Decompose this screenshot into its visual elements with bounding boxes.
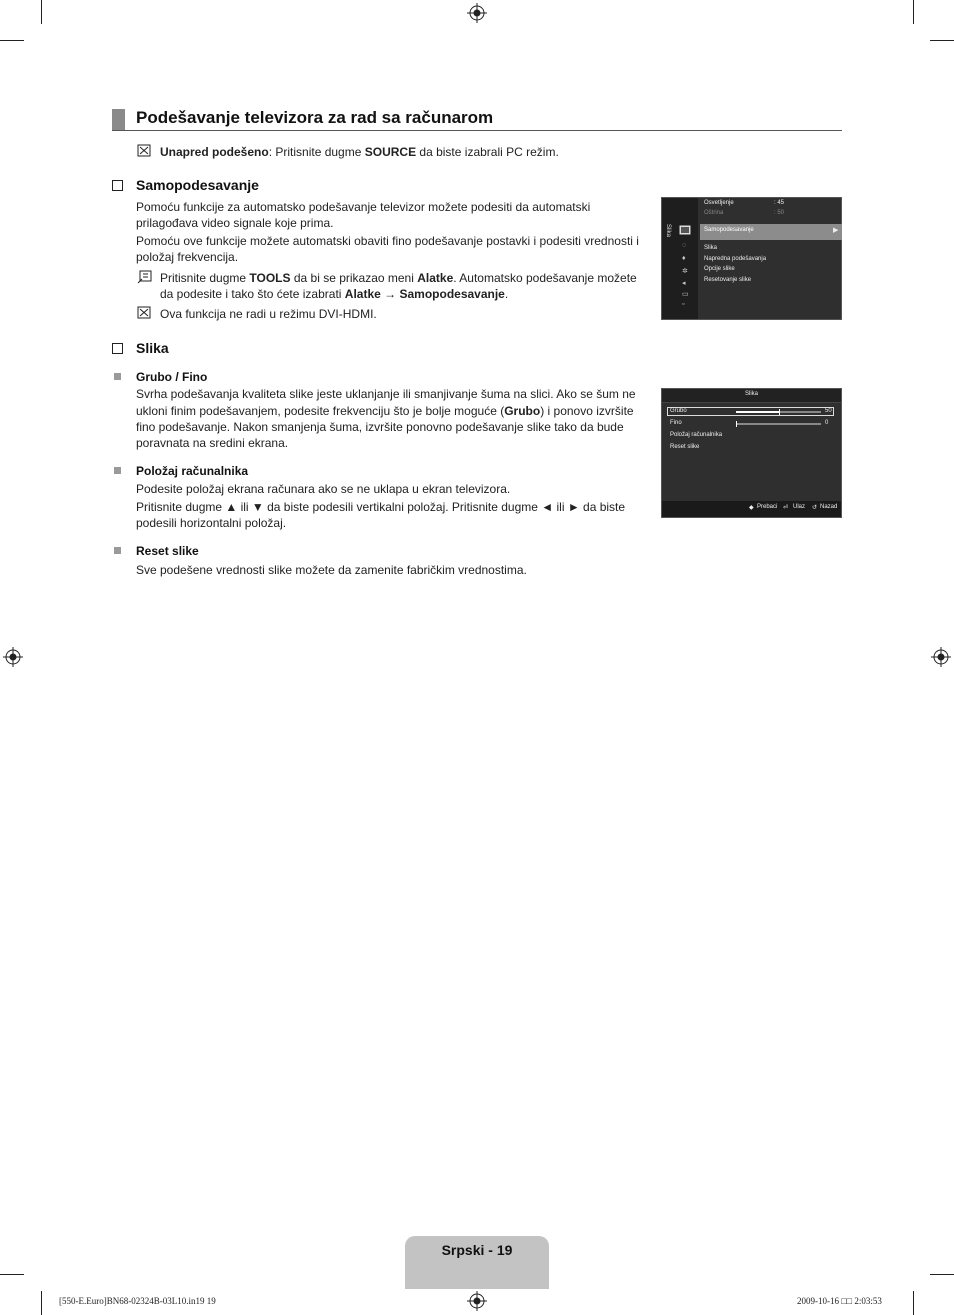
intro-note-text: : Pritisnite dugme	[268, 145, 365, 159]
tools-note-line2	[160, 286, 508, 303]
tools-note-text: da bi se prikazao meni	[290, 271, 418, 285]
input-icon: ◂	[682, 280, 686, 287]
paragraph: Pomoću ove funkcije možete automatski obaviti fino podešavanje postavki i podesiti vrednosti i	[136, 234, 639, 248]
tv-menu2-item: Položaj računalnika	[670, 432, 723, 438]
tools-note-bold: Alatke	[417, 271, 454, 285]
crop-mark	[0, 40, 24, 41]
crop-mark	[913, 0, 914, 24]
application-icon: ▭	[682, 291, 689, 298]
title-marker	[112, 109, 125, 131]
tv-menu2-foot-enter: Ulaz	[793, 504, 806, 510]
subheading-reset: Reset slike	[136, 544, 199, 558]
arrow-right-icon: ▶	[833, 227, 839, 234]
registration-mark-icon	[931, 647, 951, 667]
square-bullet-icon	[114, 373, 121, 380]
crop-mark	[41, 1291, 42, 1315]
support-icon: ▫	[682, 301, 685, 308]
note-icon	[136, 144, 152, 158]
setup-icon: ✲	[682, 268, 688, 275]
fino-slider-knob	[736, 421, 737, 427]
sound-icon: ◌	[682, 242, 687, 249]
intro-note-bold: SOURCE	[364, 145, 417, 159]
paragraph: Svrha podešavanja kvaliteta slike jeste uklanjanje ili smanjivanje šuma na slici. Ako se šum ne	[136, 387, 636, 401]
title-rule	[112, 130, 842, 131]
crop-mark	[41, 0, 42, 24]
paragraph: položaj frekvencija.	[136, 250, 239, 264]
crop-mark	[930, 40, 954, 41]
channel-icon: ♦	[682, 255, 686, 262]
fino-slider-track	[736, 423, 821, 425]
paragraph	[136, 403, 634, 420]
grubo-slider-knob	[779, 409, 780, 415]
footer-file-info: [550-E.Euro]BN68-02324B-03L10.in19 19	[59, 1296, 216, 1306]
footer-timestamp: 2009-10-16 □□ 2:03:53	[797, 1296, 882, 1306]
intro-note-text: da biste izabrali PC režim.	[416, 145, 559, 159]
tv-menu-row-label: Osvetljenje	[704, 200, 734, 206]
enter-icon: ⏎	[783, 505, 789, 511]
grubo-slider-fill	[736, 411, 779, 413]
tools-note-text: Pritisnite dugme	[160, 271, 250, 285]
tv-menu2-fino-value: 0	[825, 420, 829, 426]
tools-note-text: da podesite i tako što ćete izabrati	[160, 287, 345, 301]
tv-menu-side-label: Slika	[665, 224, 671, 238]
crop-mark	[930, 1274, 954, 1275]
paragraph-bold: Grubo	[504, 404, 541, 418]
paragraph: poravnata na sredini ekrana.	[136, 436, 289, 450]
tv-menu2-foot-back: Nazad	[820, 504, 838, 510]
tv-menu-row-label: Oštrina	[704, 210, 724, 216]
tools-note-text: .	[504, 287, 509, 301]
checkbox-bullet-icon	[112, 180, 123, 191]
registration-mark-icon	[467, 1291, 487, 1311]
section-heading-slika: Slika	[136, 340, 169, 356]
tools-note-text: →	[380, 287, 400, 301]
tv-menu2-grubo-value: 50	[825, 408, 832, 414]
page-number: Srpski - 19	[441, 1242, 513, 1258]
move-icon: ◆	[749, 505, 754, 511]
tv-menu-screenshot-2	[661, 388, 842, 518]
paragraph: Pritisnite dugme ▲ ili ▼ da biste podesili vertikalni položaj. Pritisnite dugme ◄ ili ► da biste	[136, 500, 626, 514]
paragraph: Podesite položaj ekrana računara ako se ne uklapa u ekran televizora.	[136, 482, 511, 496]
note-icon	[136, 306, 152, 320]
page-title: Podešavanje televizora za rad sa računarom	[136, 108, 494, 127]
tools-icon	[136, 270, 152, 284]
tv-menu-sidebar	[662, 198, 698, 319]
registration-mark-icon	[467, 3, 487, 23]
section-heading-samopodesavanje: Samopodesavanje	[136, 177, 259, 193]
tv-menu-row-value: : 50	[774, 210, 785, 216]
return-icon: ↺	[812, 505, 818, 511]
intro-note	[160, 144, 559, 161]
crop-mark	[0, 1274, 24, 1275]
tv-menu-item: Opcije slike	[704, 266, 735, 272]
paragraph-text: ukloni finim podešavanjem, podesite frekvenciju što je bolje moguće (	[136, 404, 505, 418]
paragraph-text: ) i ponovo izvršite	[540, 404, 634, 418]
tv-menu-item: Napredna podešavanja	[704, 256, 767, 262]
tv-menu2-fino-label: Fino	[670, 420, 682, 426]
tv-menu-highlight-label: Samopodesavanje	[704, 227, 754, 233]
tv-menu-row-value: : 45	[774, 200, 785, 206]
paragraph: Sve podešene vrednosti slike možete da zamenite fabričkim vrednostima.	[136, 563, 527, 577]
paragraph: podesili horizontalni položaj.	[136, 516, 287, 530]
tv-menu-screenshot-1	[661, 197, 842, 320]
intro-note-bold: Unapred podešeno	[160, 145, 269, 159]
registration-mark-icon	[3, 647, 23, 667]
tv-menu2-foot-move: Prebaci	[757, 504, 778, 510]
picture-icon	[679, 225, 691, 237]
tv-menu2-title: Slika	[744, 391, 758, 397]
subheading-grubo-fino: Grubo / Fino	[136, 370, 208, 384]
subheading-polozaj: Položaj računalnika	[136, 464, 249, 478]
paragraph: Pomoću funkcije za automatsko podešavanje televizor možete podesiti da automatski	[136, 200, 591, 214]
checkbox-bullet-icon	[112, 343, 123, 354]
tv-menu-item: Resetovanje slike	[704, 277, 752, 283]
tools-note-bold: Samopodesavanje	[399, 287, 505, 301]
square-bullet-icon	[114, 547, 121, 554]
dvi-note: Ova funkcija ne radi u režimu DVI-HDMI.	[160, 307, 377, 321]
paragraph: fino podešavanje. Nakon smanjenja šuma, izvršite ponovno podešavanje slike tako da bude	[136, 420, 624, 434]
tv-menu2-item: Reset slike	[670, 444, 700, 450]
square-bullet-icon	[114, 467, 121, 474]
tools-note-text: . Automatsko podešavanje možete	[453, 271, 637, 285]
tools-note-bold: Alatke	[344, 287, 381, 301]
tools-note-bold: TOOLS	[249, 271, 291, 285]
tv-menu-item: Slika	[704, 245, 718, 251]
tv-menu2-grubo-label: Grubo	[670, 408, 687, 414]
crop-mark	[913, 1291, 914, 1315]
paragraph: prilagođava video signale koje prima.	[136, 216, 334, 230]
tools-note	[160, 270, 637, 287]
